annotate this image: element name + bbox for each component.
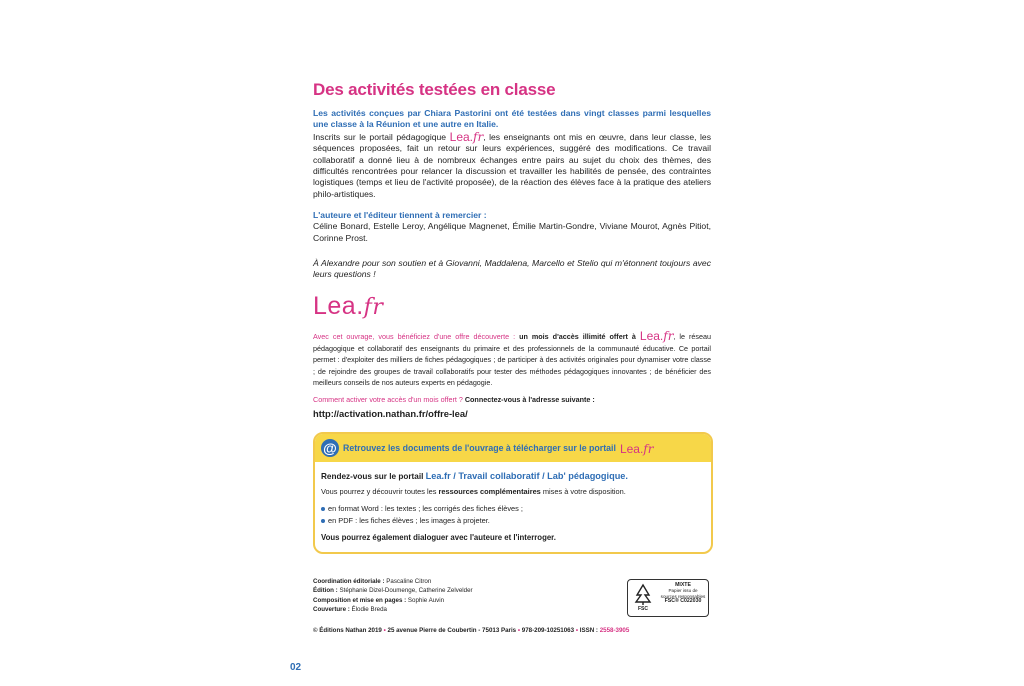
lea-inline-logo-2: Lea.fr	[639, 329, 674, 343]
credit-line: Édition : Stéphanie Dizel-Doumenge, Catherine Zelvelder	[313, 587, 473, 595]
thanks-names: Céline Bonard, Estelle Leroy, Angélique Magnenet, Émilie Martin-Gondre, Viviane Mourot, Agnès Pitiot, Corinne Prost.	[313, 221, 711, 243]
copyright-line: © Éditions Nathan 2019 • 25 avenue Pierre de Coubertin - 75013 Paris • 978-209-10251063 • ISSN : 2558-3905	[313, 627, 630, 634]
intro-section	[313, 108, 711, 200]
bullet-icon	[321, 507, 325, 511]
intro-text-before: Inscrits sur le portail pédagogique	[313, 131, 447, 142]
offer-text: , le réseau pédagogique et collaboratif des enseignants du primaire et des professionnels de la communauté éducative. Ce portail permet : d'exploiter des milliers de fiches pédagogiques ; de participer à des activités originales pour dynamiser votre classe ; de rejoindre des groupes de travail collaboratifs pour tester des méthodes pédagogiques innovantes ; de bénéficier des meilleurs conseils de nos auteurs experts en pédagogie.	[313, 332, 712, 388]
thanks-section	[313, 210, 711, 244]
offer-section	[313, 330, 711, 389]
credit-line: Couverture : Élodie Breda	[313, 606, 387, 614]
download-lead: Rendez-vous sur le portail Lea.fr / Travail collaboratif / Lab' pédagogique.	[321, 471, 628, 481]
lea-inline-logo-3: Lea.fr	[619, 442, 654, 456]
download-closing: Vous pourrez également dialoguer avec l'auteure et l'interroger.	[321, 533, 556, 542]
fsc-logo-text: FSC	[638, 606, 648, 612]
download-box-body	[315, 462, 711, 544]
offer-bold: un mois d'accès illimité offert à	[519, 332, 636, 341]
credit-line: Composition et mise en pages : Sophie Auvin	[313, 596, 445, 604]
lea-logo: Lea.fr	[313, 292, 384, 320]
activation-question: Comment activer votre accès d'un mois offert ?	[313, 395, 463, 404]
fsc-badge	[627, 579, 709, 617]
activation-section	[313, 394, 711, 419]
lea-inline-logo: Lea.fr	[449, 129, 484, 144]
resources-line: Vous pourrez y découvrir toutes les ressources complémentaires mises à votre disposition.	[321, 487, 626, 496]
download-box-title: Retrouvez les documents de l'ouvrage à télécharger sur le portail	[343, 443, 616, 453]
credit-line: Coordination éditoriale : Pascaline Citron	[313, 578, 432, 585]
fsc-tree-icon	[633, 583, 653, 613]
bullet-icon	[321, 519, 325, 523]
page-title: Des activités testées en classe	[313, 80, 556, 99]
fsc-text: MIXTE Papier issu de sources responsables FSC® C022030	[660, 582, 706, 605]
download-box	[313, 432, 713, 554]
download-box-header	[315, 434, 711, 462]
dedication: À Alexandre pour son soutien et à Giovanni, Maddalena, Marcello et Stelio qui m'étonnent toujours avec leurs questions !	[313, 258, 711, 280]
intro-lead: Les activités conçues par Chiara Pastorini ont été testées dans vingt classes parmi lesquelles une classe à la Réunion et une autre en Italie.	[313, 108, 711, 130]
page-number: 02	[290, 662, 302, 673]
activation-instruction: Connectez-vous à l'adresse suivante :	[464, 395, 595, 404]
at-icon: @	[321, 439, 339, 457]
thanks-heading: L'auteure et l'éditeur tiennent à remercier :	[313, 210, 487, 220]
intro-body	[313, 131, 711, 200]
list-item: en format Word : les textes ; les corrigés des fiches élèves ;	[321, 503, 705, 515]
intro-text-after: , les enseignants ont mis en œuvre, dans leur classe, les séquences proposées, fait un retour sur leurs expériences, suggéré des modifications. Ce travail collaboratif a donné lieu à de nombreux échanges entre pairs au sujet du choix des thèmes, des difficultés rencontrées pour relancer la discussion et travailler les habilités de pensée, des contraintes logistiques (temps et lieu de l'activité proposée), de la réaction des élèves face à la pratique des ateliers philo-artistiques.	[313, 131, 712, 199]
activation-url[interactable]: http://activation.nathan.fr/offre-lea/	[313, 407, 468, 419]
offer-intro: Avec cet ouvrage, vous bénéficiez d'une offre découverte :	[313, 332, 516, 341]
portal-path-link[interactable]: Lea.fr / Travail collaboratif / Lab' pédagogique.	[425, 471, 628, 481]
list-item: en PDF : les fiches élèves ; les images à projeter.	[321, 515, 705, 527]
